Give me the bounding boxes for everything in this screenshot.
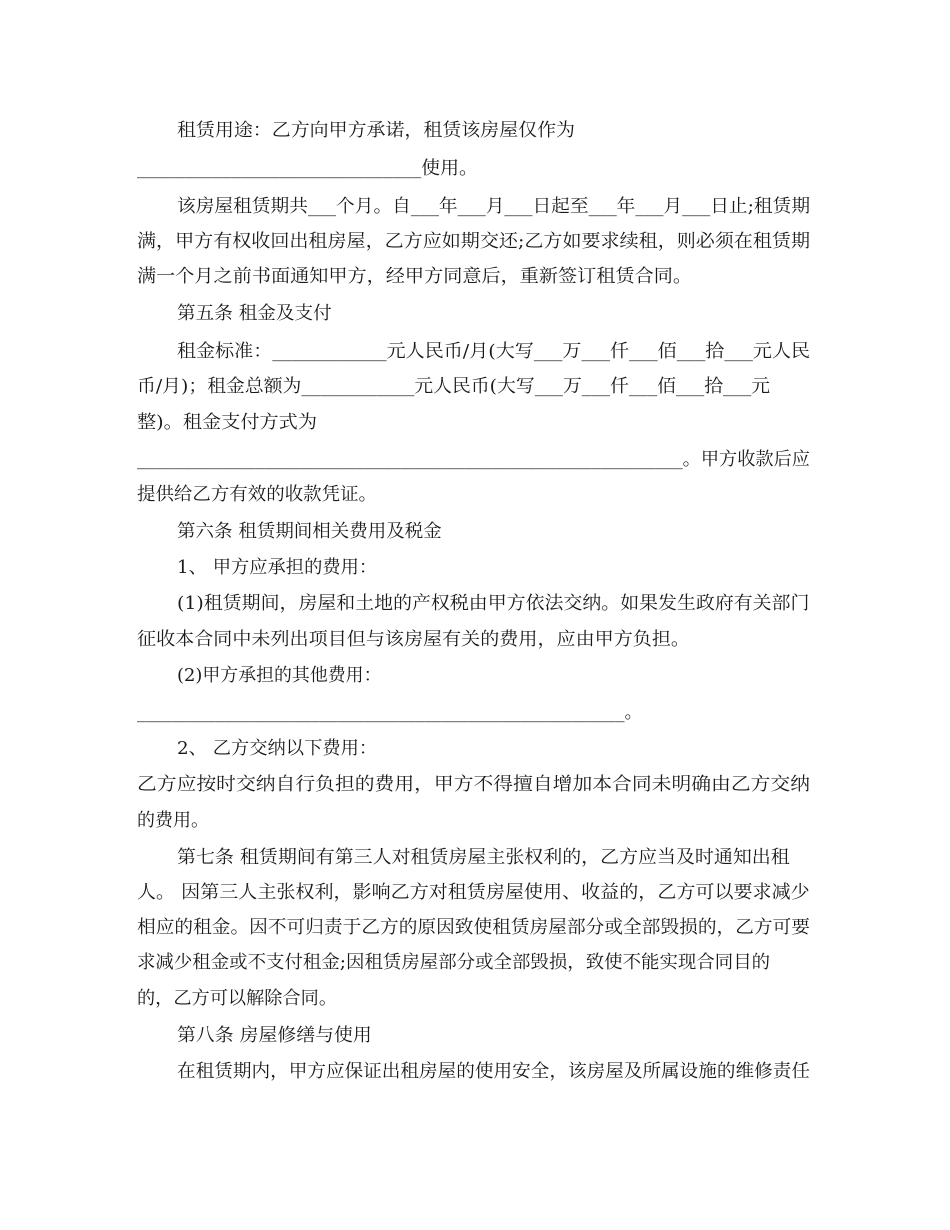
text-line: 相应的租金。因不可归责于乙方的原因致使租赁房屋部分或全部毁损的，乙方可要 — [137, 917, 811, 938]
text-line: 整)。租金支付方式为 — [137, 412, 318, 433]
text-line: 乙方应按时交纳自行负担的费用，甲方不得擅自增加本合同未明确由乙方交纳 — [137, 774, 810, 795]
text-line: 的费用。 — [137, 810, 209, 831]
text-line: 满一个月之前书面通知甲方，经甲方同意后，重新签订租赁合同。 — [137, 266, 692, 287]
text-line: 第五条 租金及支付 — [177, 303, 332, 324]
text-line: 租赁用途：乙方向甲方承诺，租赁该房屋仅作为 — [177, 120, 575, 141]
text-line: 第八条 房屋修缮与使用 — [177, 1025, 372, 1046]
text-line: 满，甲方有权收回出租房屋，乙方应如期交还;乙方如要求续租，则必须在租赁期 — [137, 231, 811, 252]
text-line: ____________________________________________________________。甲方收款后应 — [137, 449, 811, 470]
text-line: (2)甲方承担的其他费用： — [177, 665, 382, 686]
text-line: 第六条 租赁期间相关费用及税金 — [177, 521, 442, 542]
text-line: 征收本合同中未列出项目但与该房屋有关的费用，应由甲方负担。 — [137, 629, 690, 650]
text-line: (1)租赁期间，房屋和土地的产权税由甲方依法交纳。如果发生政府有关部门 — [177, 593, 810, 614]
text-line: 2、 乙方交纳以下费用： — [177, 738, 378, 759]
text-line: 求减少租金或不支付租金;因租赁房屋部分或全部毁损，致使不能实现合同目的 — [137, 952, 771, 973]
text-line: 该房屋租赁期共___个月。自___年___月___日起至___年___月___日止;租赁期 — [177, 196, 811, 217]
text-line: 币/月)；租金总额为____________元人民币(大写___万___仟___佰___拾___元 — [137, 376, 771, 397]
text-line: 租金标准：____________元人民币/月(大写___万___仟___佰___拾___元人民 — [177, 341, 811, 362]
text-line: ________________________________________________________。 — [137, 702, 642, 723]
text-line: 第七条 租赁期间有第三人对租赁房屋主张权利的，乙方应当及时通知出租 — [177, 847, 790, 868]
text-line: 在租赁期内，甲方应保证出租房屋的使用安全，该房屋及所属设施的维修责任 — [177, 1061, 810, 1082]
text-line: 1、 甲方应承担的费用： — [177, 557, 378, 578]
text-line: ______________________________使用。 — [137, 158, 478, 179]
text-line: 人。 因第三人主张权利，影响乙方对租赁房屋使用、收益的，乙方可以要求减少 — [137, 882, 810, 903]
text-line: 提供给乙方有效的收款凭证。 — [137, 484, 377, 505]
text-line: 的，乙方可以解除合同。 — [137, 988, 337, 1009]
